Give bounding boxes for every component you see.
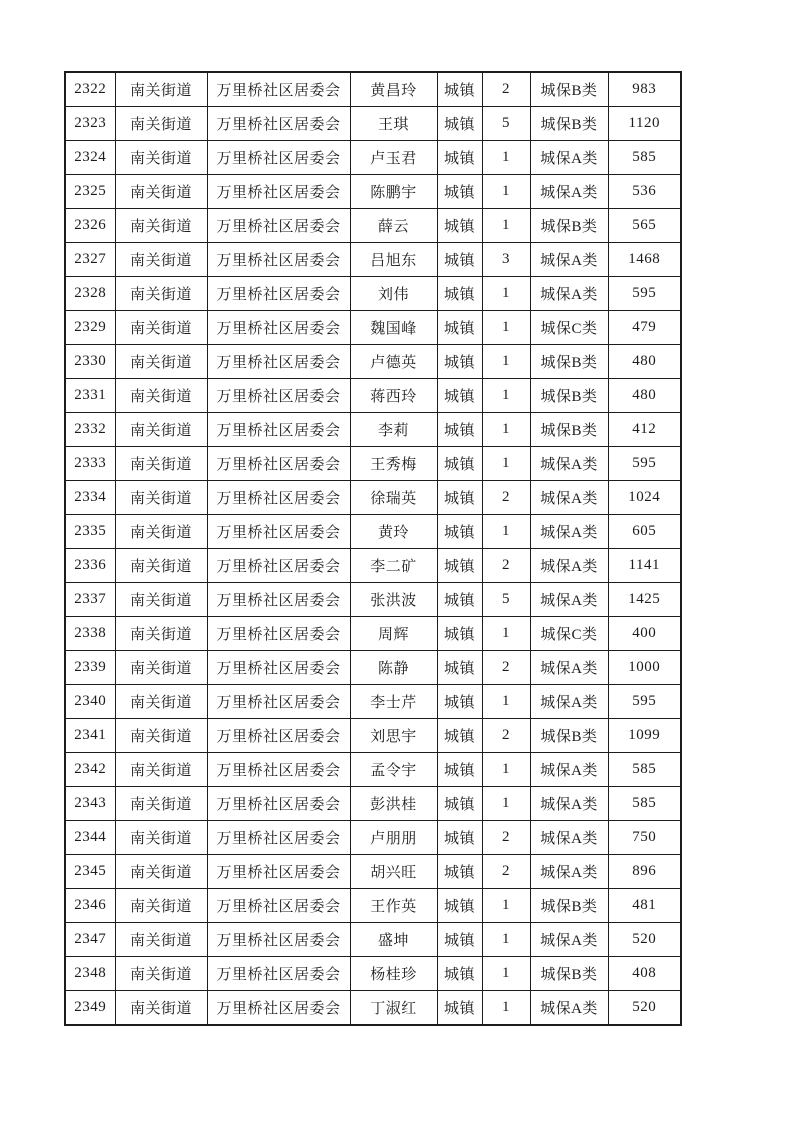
cell-person-name: 魏国峰 bbox=[350, 311, 437, 345]
cell-insurance-category: 城保A类 bbox=[530, 821, 608, 855]
table-row bbox=[65, 515, 681, 549]
cell-hukou-type: 城镇 bbox=[437, 209, 482, 243]
cell-insurance-category: 城保A类 bbox=[530, 787, 608, 821]
cell-amount: 408 bbox=[608, 957, 681, 991]
cell-member-count: 1 bbox=[482, 923, 530, 957]
table-row bbox=[65, 753, 681, 787]
cell-member-count: 1 bbox=[482, 447, 530, 481]
table-row bbox=[65, 379, 681, 413]
cell-insurance-category: 城保A类 bbox=[530, 515, 608, 549]
table-row bbox=[65, 107, 681, 141]
cell-street: 南关街道 bbox=[115, 413, 207, 447]
cell-seq-number: 2346 bbox=[65, 889, 115, 923]
cell-insurance-category: 城保A类 bbox=[530, 991, 608, 1026]
cell-hukou-type: 城镇 bbox=[437, 583, 482, 617]
cell-amount: 1024 bbox=[608, 481, 681, 515]
cell-member-count: 1 bbox=[482, 277, 530, 311]
cell-street: 南关街道 bbox=[115, 991, 207, 1026]
resident-subsidy-table bbox=[64, 71, 682, 1026]
cell-street: 南关街道 bbox=[115, 651, 207, 685]
cell-person-name: 卢玉君 bbox=[350, 141, 437, 175]
cell-seq-number: 2326 bbox=[65, 209, 115, 243]
cell-community-committee: 万里桥社区居委会 bbox=[207, 311, 350, 345]
table-row bbox=[65, 243, 681, 277]
cell-amount: 585 bbox=[608, 787, 681, 821]
cell-person-name: 李士芹 bbox=[350, 685, 437, 719]
cell-insurance-category: 城保B类 bbox=[530, 209, 608, 243]
cell-seq-number: 2340 bbox=[65, 685, 115, 719]
table-row bbox=[65, 175, 681, 209]
cell-amount: 983 bbox=[608, 72, 681, 107]
cell-seq-number: 2333 bbox=[65, 447, 115, 481]
cell-seq-number: 2323 bbox=[65, 107, 115, 141]
cell-person-name: 陈静 bbox=[350, 651, 437, 685]
cell-seq-number: 2338 bbox=[65, 617, 115, 651]
cell-street: 南关街道 bbox=[115, 209, 207, 243]
cell-street: 南关街道 bbox=[115, 107, 207, 141]
table-row bbox=[65, 651, 681, 685]
cell-person-name: 卢朋朋 bbox=[350, 821, 437, 855]
cell-community-committee: 万里桥社区居委会 bbox=[207, 447, 350, 481]
cell-person-name: 徐瑞英 bbox=[350, 481, 437, 515]
cell-member-count: 1 bbox=[482, 753, 530, 787]
cell-insurance-category: 城保A类 bbox=[530, 685, 608, 719]
cell-seq-number: 2348 bbox=[65, 957, 115, 991]
cell-hukou-type: 城镇 bbox=[437, 447, 482, 481]
cell-member-count: 5 bbox=[482, 583, 530, 617]
cell-insurance-category: 城保B类 bbox=[530, 889, 608, 923]
cell-insurance-category: 城保A类 bbox=[530, 141, 608, 175]
cell-community-committee: 万里桥社区居委会 bbox=[207, 753, 350, 787]
cell-street: 南关街道 bbox=[115, 719, 207, 753]
cell-amount: 479 bbox=[608, 311, 681, 345]
cell-hukou-type: 城镇 bbox=[437, 685, 482, 719]
cell-insurance-category: 城保C类 bbox=[530, 617, 608, 651]
cell-amount: 412 bbox=[608, 413, 681, 447]
cell-community-committee: 万里桥社区居委会 bbox=[207, 175, 350, 209]
cell-community-committee: 万里桥社区居委会 bbox=[207, 209, 350, 243]
cell-person-name: 王琪 bbox=[350, 107, 437, 141]
cell-street: 南关街道 bbox=[115, 345, 207, 379]
cell-seq-number: 2322 bbox=[65, 72, 115, 107]
cell-hukou-type: 城镇 bbox=[437, 413, 482, 447]
cell-hukou-type: 城镇 bbox=[437, 753, 482, 787]
cell-amount: 481 bbox=[608, 889, 681, 923]
cell-street: 南关街道 bbox=[115, 685, 207, 719]
cell-amount: 1000 bbox=[608, 651, 681, 685]
cell-street: 南关街道 bbox=[115, 243, 207, 277]
table-row bbox=[65, 583, 681, 617]
cell-person-name: 王作英 bbox=[350, 889, 437, 923]
cell-member-count: 2 bbox=[482, 481, 530, 515]
cell-hukou-type: 城镇 bbox=[437, 107, 482, 141]
cell-person-name: 吕旭东 bbox=[350, 243, 437, 277]
cell-hukou-type: 城镇 bbox=[437, 379, 482, 413]
cell-community-committee: 万里桥社区居委会 bbox=[207, 277, 350, 311]
cell-hukou-type: 城镇 bbox=[437, 277, 482, 311]
cell-community-committee: 万里桥社区居委会 bbox=[207, 617, 350, 651]
cell-hukou-type: 城镇 bbox=[437, 311, 482, 345]
table-body bbox=[65, 72, 681, 1025]
cell-seq-number: 2335 bbox=[65, 515, 115, 549]
cell-hukou-type: 城镇 bbox=[437, 243, 482, 277]
table-row bbox=[65, 957, 681, 991]
cell-amount: 520 bbox=[608, 991, 681, 1026]
table-row bbox=[65, 549, 681, 583]
cell-member-count: 1 bbox=[482, 413, 530, 447]
cell-insurance-category: 城保B类 bbox=[530, 719, 608, 753]
table-row bbox=[65, 481, 681, 515]
table-row bbox=[65, 141, 681, 175]
cell-seq-number: 2327 bbox=[65, 243, 115, 277]
cell-community-committee: 万里桥社区居委会 bbox=[207, 855, 350, 889]
cell-street: 南关街道 bbox=[115, 957, 207, 991]
cell-member-count: 1 bbox=[482, 379, 530, 413]
cell-member-count: 1 bbox=[482, 991, 530, 1026]
cell-community-committee: 万里桥社区居委会 bbox=[207, 141, 350, 175]
cell-amount: 480 bbox=[608, 345, 681, 379]
cell-street: 南关街道 bbox=[115, 753, 207, 787]
table-row bbox=[65, 345, 681, 379]
table-row bbox=[65, 685, 681, 719]
cell-community-committee: 万里桥社区居委会 bbox=[207, 787, 350, 821]
cell-seq-number: 2344 bbox=[65, 821, 115, 855]
table-row bbox=[65, 719, 681, 753]
cell-amount: 1120 bbox=[608, 107, 681, 141]
table-row bbox=[65, 855, 681, 889]
cell-seq-number: 2324 bbox=[65, 141, 115, 175]
cell-insurance-category: 城保A类 bbox=[530, 651, 608, 685]
cell-street: 南关街道 bbox=[115, 447, 207, 481]
cell-insurance-category: 城保B类 bbox=[530, 345, 608, 379]
cell-insurance-category: 城保B类 bbox=[530, 957, 608, 991]
cell-hukou-type: 城镇 bbox=[437, 175, 482, 209]
cell-amount: 896 bbox=[608, 855, 681, 889]
cell-street: 南关街道 bbox=[115, 175, 207, 209]
cell-amount: 565 bbox=[608, 209, 681, 243]
cell-seq-number: 2349 bbox=[65, 991, 115, 1026]
cell-community-committee: 万里桥社区居委会 bbox=[207, 243, 350, 277]
table-row bbox=[65, 72, 681, 107]
cell-seq-number: 2345 bbox=[65, 855, 115, 889]
cell-person-name: 孟令宇 bbox=[350, 753, 437, 787]
cell-member-count: 1 bbox=[482, 617, 530, 651]
cell-insurance-category: 城保A类 bbox=[530, 583, 608, 617]
cell-insurance-category: 城保A类 bbox=[530, 447, 608, 481]
cell-street: 南关街道 bbox=[115, 141, 207, 175]
cell-insurance-category: 城保A类 bbox=[530, 277, 608, 311]
cell-hukou-type: 城镇 bbox=[437, 141, 482, 175]
cell-community-committee: 万里桥社区居委会 bbox=[207, 685, 350, 719]
table-row bbox=[65, 277, 681, 311]
cell-insurance-category: 城保B类 bbox=[530, 413, 608, 447]
cell-amount: 536 bbox=[608, 175, 681, 209]
cell-person-name: 黄昌玲 bbox=[350, 72, 437, 107]
cell-street: 南关街道 bbox=[115, 277, 207, 311]
cell-person-name: 盛坤 bbox=[350, 923, 437, 957]
cell-person-name: 丁淑红 bbox=[350, 991, 437, 1026]
cell-street: 南关街道 bbox=[115, 889, 207, 923]
cell-member-count: 2 bbox=[482, 72, 530, 107]
cell-member-count: 2 bbox=[482, 719, 530, 753]
cell-amount: 595 bbox=[608, 447, 681, 481]
cell-amount: 585 bbox=[608, 753, 681, 787]
cell-member-count: 3 bbox=[482, 243, 530, 277]
cell-hukou-type: 城镇 bbox=[437, 515, 482, 549]
cell-amount: 1099 bbox=[608, 719, 681, 753]
cell-seq-number: 2328 bbox=[65, 277, 115, 311]
cell-community-committee: 万里桥社区居委会 bbox=[207, 107, 350, 141]
cell-person-name: 卢德英 bbox=[350, 345, 437, 379]
cell-person-name: 杨桂珍 bbox=[350, 957, 437, 991]
cell-insurance-category: 城保A类 bbox=[530, 243, 608, 277]
cell-seq-number: 2334 bbox=[65, 481, 115, 515]
cell-community-committee: 万里桥社区居委会 bbox=[207, 719, 350, 753]
cell-street: 南关街道 bbox=[115, 855, 207, 889]
cell-member-count: 2 bbox=[482, 549, 530, 583]
cell-seq-number: 2329 bbox=[65, 311, 115, 345]
cell-hukou-type: 城镇 bbox=[437, 991, 482, 1026]
cell-person-name: 薛云 bbox=[350, 209, 437, 243]
cell-amount: 1425 bbox=[608, 583, 681, 617]
cell-member-count: 1 bbox=[482, 889, 530, 923]
cell-community-committee: 万里桥社区居委会 bbox=[207, 515, 350, 549]
cell-amount: 605 bbox=[608, 515, 681, 549]
cell-street: 南关街道 bbox=[115, 311, 207, 345]
cell-community-committee: 万里桥社区居委会 bbox=[207, 889, 350, 923]
cell-insurance-category: 城保C类 bbox=[530, 311, 608, 345]
cell-community-committee: 万里桥社区居委会 bbox=[207, 549, 350, 583]
cell-amount: 750 bbox=[608, 821, 681, 855]
cell-member-count: 2 bbox=[482, 821, 530, 855]
cell-hukou-type: 城镇 bbox=[437, 855, 482, 889]
cell-person-name: 李莉 bbox=[350, 413, 437, 447]
cell-hukou-type: 城镇 bbox=[437, 345, 482, 379]
table-row bbox=[65, 991, 681, 1026]
cell-insurance-category: 城保B类 bbox=[530, 379, 608, 413]
cell-member-count: 5 bbox=[482, 107, 530, 141]
cell-amount: 1141 bbox=[608, 549, 681, 583]
cell-insurance-category: 城保A类 bbox=[530, 481, 608, 515]
cell-person-name: 刘思宇 bbox=[350, 719, 437, 753]
cell-member-count: 1 bbox=[482, 175, 530, 209]
cell-insurance-category: 城保B类 bbox=[530, 72, 608, 107]
cell-insurance-category: 城保A类 bbox=[530, 855, 608, 889]
cell-hukou-type: 城镇 bbox=[437, 923, 482, 957]
cell-member-count: 1 bbox=[482, 787, 530, 821]
cell-hukou-type: 城镇 bbox=[437, 651, 482, 685]
cell-member-count: 1 bbox=[482, 311, 530, 345]
cell-street: 南关街道 bbox=[115, 481, 207, 515]
cell-street: 南关街道 bbox=[115, 515, 207, 549]
cell-street: 南关街道 bbox=[115, 583, 207, 617]
table-row bbox=[65, 447, 681, 481]
cell-community-committee: 万里桥社区居委会 bbox=[207, 379, 350, 413]
cell-person-name: 张洪波 bbox=[350, 583, 437, 617]
cell-amount: 595 bbox=[608, 277, 681, 311]
cell-hukou-type: 城镇 bbox=[437, 481, 482, 515]
cell-amount: 1468 bbox=[608, 243, 681, 277]
cell-amount: 595 bbox=[608, 685, 681, 719]
cell-seq-number: 2337 bbox=[65, 583, 115, 617]
cell-hukou-type: 城镇 bbox=[437, 821, 482, 855]
cell-seq-number: 2347 bbox=[65, 923, 115, 957]
cell-seq-number: 2332 bbox=[65, 413, 115, 447]
cell-person-name: 周辉 bbox=[350, 617, 437, 651]
cell-member-count: 1 bbox=[482, 515, 530, 549]
cell-street: 南关街道 bbox=[115, 549, 207, 583]
table-row bbox=[65, 787, 681, 821]
cell-member-count: 2 bbox=[482, 855, 530, 889]
cell-hukou-type: 城镇 bbox=[437, 617, 482, 651]
cell-street: 南关街道 bbox=[115, 379, 207, 413]
cell-street: 南关街道 bbox=[115, 821, 207, 855]
cell-hukou-type: 城镇 bbox=[437, 889, 482, 923]
cell-member-count: 2 bbox=[482, 651, 530, 685]
cell-amount: 400 bbox=[608, 617, 681, 651]
cell-seq-number: 2339 bbox=[65, 651, 115, 685]
cell-insurance-category: 城保A类 bbox=[530, 753, 608, 787]
cell-seq-number: 2336 bbox=[65, 549, 115, 583]
cell-person-name: 彭洪桂 bbox=[350, 787, 437, 821]
table-row bbox=[65, 413, 681, 447]
table-row bbox=[65, 617, 681, 651]
cell-insurance-category: 城保A类 bbox=[530, 175, 608, 209]
cell-community-committee: 万里桥社区居委会 bbox=[207, 821, 350, 855]
cell-person-name: 蒋西玲 bbox=[350, 379, 437, 413]
cell-community-committee: 万里桥社区居委会 bbox=[207, 923, 350, 957]
cell-seq-number: 2341 bbox=[65, 719, 115, 753]
cell-street: 南关街道 bbox=[115, 617, 207, 651]
table-row bbox=[65, 923, 681, 957]
cell-hukou-type: 城镇 bbox=[437, 719, 482, 753]
cell-person-name: 胡兴旺 bbox=[350, 855, 437, 889]
cell-member-count: 1 bbox=[482, 685, 530, 719]
cell-member-count: 1 bbox=[482, 957, 530, 991]
cell-hukou-type: 城镇 bbox=[437, 72, 482, 107]
cell-community-committee: 万里桥社区居委会 bbox=[207, 651, 350, 685]
cell-amount: 480 bbox=[608, 379, 681, 413]
cell-seq-number: 2331 bbox=[65, 379, 115, 413]
cell-person-name: 刘伟 bbox=[350, 277, 437, 311]
cell-person-name: 黄玲 bbox=[350, 515, 437, 549]
cell-street: 南关街道 bbox=[115, 72, 207, 107]
cell-amount: 585 bbox=[608, 141, 681, 175]
table-row bbox=[65, 311, 681, 345]
cell-hukou-type: 城镇 bbox=[437, 957, 482, 991]
cell-community-committee: 万里桥社区居委会 bbox=[207, 72, 350, 107]
cell-member-count: 1 bbox=[482, 209, 530, 243]
cell-insurance-category: 城保A类 bbox=[530, 549, 608, 583]
cell-community-committee: 万里桥社区居委会 bbox=[207, 413, 350, 447]
cell-person-name: 陈鹏宇 bbox=[350, 175, 437, 209]
cell-insurance-category: 城保B类 bbox=[530, 107, 608, 141]
cell-seq-number: 2325 bbox=[65, 175, 115, 209]
cell-community-committee: 万里桥社区居委会 bbox=[207, 991, 350, 1026]
cell-person-name: 王秀梅 bbox=[350, 447, 437, 481]
cell-community-committee: 万里桥社区居委会 bbox=[207, 957, 350, 991]
cell-amount: 520 bbox=[608, 923, 681, 957]
cell-street: 南关街道 bbox=[115, 787, 207, 821]
cell-community-committee: 万里桥社区居委会 bbox=[207, 583, 350, 617]
cell-member-count: 1 bbox=[482, 345, 530, 379]
cell-person-name: 李二矿 bbox=[350, 549, 437, 583]
cell-seq-number: 2343 bbox=[65, 787, 115, 821]
table-row bbox=[65, 209, 681, 243]
cell-member-count: 1 bbox=[482, 141, 530, 175]
cell-insurance-category: 城保A类 bbox=[530, 923, 608, 957]
cell-community-committee: 万里桥社区居委会 bbox=[207, 481, 350, 515]
cell-hukou-type: 城镇 bbox=[437, 549, 482, 583]
cell-hukou-type: 城镇 bbox=[437, 787, 482, 821]
cell-community-committee: 万里桥社区居委会 bbox=[207, 345, 350, 379]
table-row bbox=[65, 889, 681, 923]
cell-seq-number: 2342 bbox=[65, 753, 115, 787]
cell-street: 南关街道 bbox=[115, 923, 207, 957]
table-row bbox=[65, 821, 681, 855]
cell-seq-number: 2330 bbox=[65, 345, 115, 379]
